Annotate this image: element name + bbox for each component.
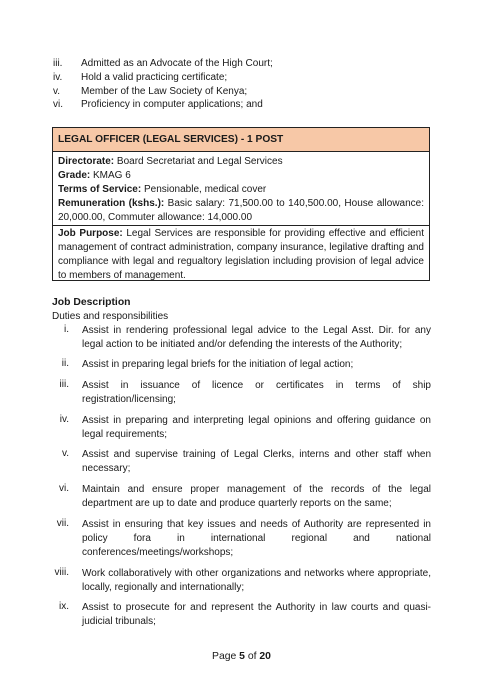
list-item bbox=[53, 99, 433, 112]
duty-number: ix. bbox=[59, 601, 69, 612]
directorate-value: Board Secretariat and Legal Services bbox=[116, 156, 283, 167]
duty-text: Work collaboratively with other organizations and networks where appropriate, locally, regionally and internationally; bbox=[82, 568, 431, 593]
job-purpose-label: Job Purpose: bbox=[58, 228, 123, 239]
duty-number: vii. bbox=[56, 518, 69, 529]
duty-number: vi. bbox=[59, 483, 69, 494]
duty-text: Assist in preparing and interpreting legal opinions and offering guidance on legal requirements; bbox=[82, 415, 431, 440]
list-item-number: v. bbox=[53, 86, 61, 97]
terms-label: Terms of Service: bbox=[58, 184, 142, 195]
duty-text: Assist in rendering professional legal advice to the Legal Asst. Dir. for any legal action to be initiated and/or defending the interests of the Authority; bbox=[82, 325, 431, 350]
duty-text: Assist to prosecute for and represent the Authority in law courts and quasi-judicial tribunals; bbox=[82, 602, 431, 627]
duty-item bbox=[53, 414, 431, 442]
list-item-number: vi. bbox=[53, 99, 63, 110]
page-footer bbox=[0, 651, 483, 662]
directorate-label: Directorate: bbox=[58, 156, 115, 167]
list-item-text: Member of the Law Society of Kenya; bbox=[81, 86, 248, 97]
duty-item bbox=[53, 601, 431, 629]
list-item-number: iii. bbox=[53, 58, 63, 69]
section-subheading: Duties and responsibilities bbox=[52, 311, 169, 322]
duty-text: Maintain and ensure proper management of the records of the legal department are up to date and produce quarterly reports on the same; bbox=[82, 484, 431, 509]
page-total: 20 bbox=[259, 651, 271, 662]
terms-value: Pensionable, medical cover bbox=[143, 184, 267, 195]
duty-item bbox=[53, 567, 431, 595]
duty-number: iii. bbox=[59, 379, 69, 390]
divider bbox=[53, 225, 429, 226]
list-item bbox=[53, 72, 433, 85]
page-prefix: Page bbox=[212, 651, 240, 662]
duty-number: i. bbox=[64, 324, 69, 335]
page-current: 5 bbox=[239, 651, 245, 662]
duty-number: ii. bbox=[61, 358, 69, 369]
post-info-table bbox=[52, 127, 430, 281]
duty-item bbox=[53, 448, 431, 476]
job-purpose-text: Legal Services are responsible for providing effective and efficient management of contract administration, company insurance, legilative drafting and compliance with legal and regualtory legislation including provision of legal advice to members of management. bbox=[58, 228, 425, 281]
duty-item bbox=[53, 379, 431, 407]
list-item-text: Proficiency in computer applications; and bbox=[81, 99, 263, 110]
grade-label: Grade: bbox=[58, 170, 91, 181]
duty-text: Assist and supervise training of Legal Clerks, interns and other staff when necessary; bbox=[82, 449, 431, 474]
remuneration-label: Remuneration (kshs.): bbox=[58, 198, 165, 209]
duty-item bbox=[53, 518, 431, 560]
duty-number: iv. bbox=[59, 414, 69, 425]
duty-number: viii. bbox=[54, 567, 69, 578]
job-purpose bbox=[58, 227, 424, 283]
remuneration-value: Basic salary: 71,500.00 to 140,500.00, House allowance: 20,000.00, Commuter allowance: 14,000.00 bbox=[58, 198, 424, 223]
duty-item bbox=[53, 324, 431, 352]
list-item bbox=[53, 86, 433, 99]
section-heading: Job Description bbox=[52, 297, 131, 308]
duty-item bbox=[53, 358, 431, 372]
grade-value: KMAG 6 bbox=[93, 170, 131, 181]
grade-row bbox=[58, 169, 424, 182]
duty-text: Assist in preparing legal briefs for the initiation of legal action; bbox=[82, 359, 354, 370]
remuneration-row bbox=[58, 197, 424, 225]
duty-item bbox=[53, 483, 431, 511]
directorate-row bbox=[58, 155, 424, 168]
list-item-text: Admitted as an Advocate of the High Court; bbox=[81, 58, 273, 69]
duty-number: v. bbox=[61, 448, 69, 459]
duty-text: Assist in issuance of licence or certificates in terms of ship registration/licensing; bbox=[82, 380, 431, 405]
duty-text: Assist in ensuring that key issues and needs of Authority are represented in policy fora in international regional and national conferences/meetings/workshops; bbox=[82, 519, 431, 558]
list-item-number: iv. bbox=[53, 72, 63, 83]
list-item bbox=[53, 58, 433, 71]
page-separator: of bbox=[244, 651, 260, 662]
list-item-text: Hold a valid practicing certificate; bbox=[81, 72, 228, 83]
post-title: LEGAL OFFICER (LEGAL SERVICES) - 1 POST bbox=[53, 128, 429, 152]
terms-row bbox=[58, 183, 424, 196]
